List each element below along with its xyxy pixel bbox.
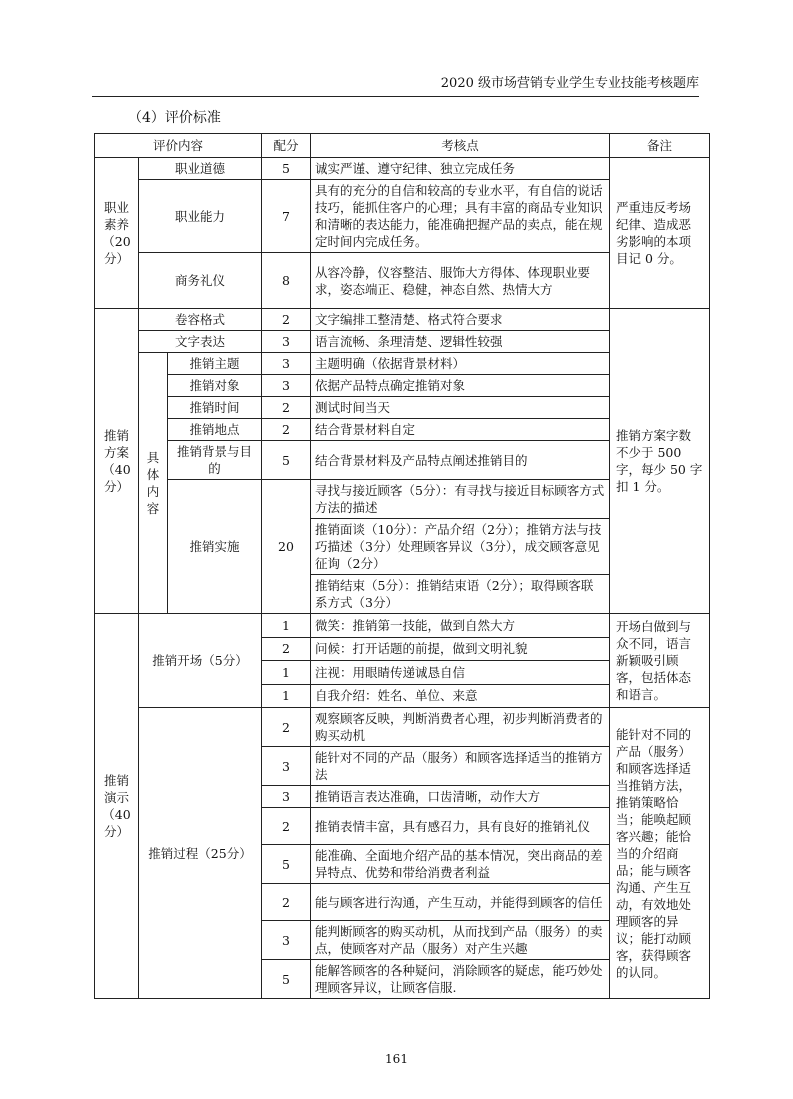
item-desc: 微笑：推销第一技能，做到自然大方	[311, 614, 610, 638]
item-score: 2	[262, 808, 311, 845]
item-score: 5	[262, 441, 311, 480]
item-desc: 观察顾客反映，判断消费者心理，初步判断消费者的购买动机	[311, 708, 610, 747]
item-desc: 从容冷静，仪容整洁、服饰大方得体、体现职业要求，姿态端正、稳健，神态自然、热情大方	[311, 253, 610, 309]
item-name: 推销对象	[168, 375, 262, 397]
item-score: 1	[262, 661, 311, 685]
item-name: 商务礼仪	[139, 253, 262, 309]
item-score: 3	[262, 786, 311, 808]
item-desc: 注视：用眼睛传递诚恳自信	[311, 661, 610, 685]
header-score: 配分	[262, 134, 311, 158]
item-score: 3	[262, 921, 311, 960]
item-score: 5	[262, 845, 311, 884]
item-desc: 自我介绍：姓名、单位、来意	[311, 684, 610, 708]
item-score: 2	[262, 419, 311, 441]
item-desc: 结合背景材料自定	[311, 419, 610, 441]
item-desc: 结合背景材料及产品特点阐述推销目的	[311, 441, 610, 480]
header-title: 2020 级市场营销专业学生专业技能考核题库	[440, 76, 699, 91]
item-desc: 能判断顾客的购买动机，从而找到产品（服务）的卖点，使顾客对产品（服务）对产生兴趣	[311, 921, 610, 960]
item-desc: 能准确、全面地介绍产品的基本情况，突出商品的差异特点、优势和带给消费者利益	[311, 845, 610, 884]
item-desc: 依据产品特点确定推销对象	[311, 375, 610, 397]
evaluation-table	[94, 133, 710, 999]
sub-label: 具体内容	[139, 353, 168, 614]
header-content: 评价内容	[95, 134, 262, 158]
item-desc: 问候：打开话题的前提，做到文明礼貌	[311, 637, 610, 661]
item-desc: 能针对不同的产品（服务）和顾客选择适当的推销方法	[311, 747, 610, 786]
item-name: 推销实施	[168, 480, 262, 614]
item-score: 2	[262, 309, 311, 331]
item-desc: 具有的充分的自信和较高的专业水平，有自信的说话技巧，能抓住客户的心理；具有丰富的商品专业知识和清晰的表达能力，能准确把握产品的卖点，能在规定时间内完成任务。	[311, 180, 610, 253]
table-header-row	[95, 134, 710, 158]
impl-desc: 推销面谈（10分）：产品介绍（2分）；推销方法与技巧描述（3分）处理顾客异议（3分），成交顾客意见征询（2分）	[311, 519, 609, 575]
section-label: 推销方案（40分）	[95, 309, 139, 614]
table-row	[95, 614, 710, 638]
running-header	[92, 74, 699, 97]
item-name: 推销背景与目的	[168, 441, 262, 480]
item-desc: 测试时间当天	[311, 397, 610, 419]
item-score: 1	[262, 614, 311, 638]
page-number: 161	[385, 1052, 408, 1066]
item-score: 2	[262, 884, 311, 921]
section-title: （4）评价标准	[128, 110, 221, 126]
item-score: 1	[262, 684, 311, 708]
item-name: 推销过程（25分）	[139, 708, 262, 999]
item-name: 推销时间	[168, 397, 262, 419]
remark-cell: 严重违反考场纪律、造成恶劣影响的本项目记 0 分。	[610, 158, 710, 309]
item-name: 推销主题	[168, 353, 262, 375]
item-desc: 诚实严谨、遵守纪律、独立完成任务	[311, 158, 610, 180]
table-row	[95, 708, 710, 747]
item-desc: 推销语言表达准确，口齿清晰，动作大方	[311, 786, 610, 808]
remark-cell: 推销方案字数不少于 500 字，每少 50 字扣 1 分。	[610, 309, 710, 614]
remark-cell: 能针对不同的产品（服务）和顾客选择适当推销方法，推销策略恰当；能唤起顾客兴趣；能恰当的介绍商品；能与顾客沟通、产生互动，有效地处理顾客的异议；能打动顾客，获得顾客的认同。	[610, 708, 710, 999]
item-desc: 推销表情丰富，具有感召力，具有良好的推销礼仪	[311, 808, 610, 845]
section-label: 职业素养（20分）	[95, 158, 139, 309]
item-desc: 主题明确（依据背景材料）	[311, 353, 610, 375]
item-score: 2	[262, 397, 311, 419]
table-row	[95, 309, 710, 331]
item-score: 3	[262, 375, 311, 397]
item-score: 8	[262, 253, 311, 309]
item-name: 推销开场（5分）	[139, 614, 262, 708]
impl-desc-cell	[311, 480, 610, 614]
item-name: 推销地点	[168, 419, 262, 441]
item-score: 2	[262, 637, 311, 661]
header-remark: 备注	[610, 134, 710, 158]
item-name: 卷容格式	[139, 309, 262, 331]
item-name: 文字表达	[139, 331, 262, 353]
item-score: 5	[262, 960, 311, 999]
item-score: 3	[262, 353, 311, 375]
item-desc: 语言流畅、条理清楚、逻辑性较强	[311, 331, 610, 353]
item-name: 职业道德	[139, 158, 262, 180]
item-score: 7	[262, 180, 311, 253]
item-desc: 能与顾客进行沟通，产生互动，并能得到顾客的信任	[311, 884, 610, 921]
item-score: 2	[262, 708, 311, 747]
impl-desc: 推销结束（5分）：推销结束语（2分）；取得顾客联系方式（3分）	[315, 578, 594, 610]
header-points: 考核点	[311, 134, 610, 158]
item-score: 3	[262, 747, 311, 786]
item-score: 3	[262, 331, 311, 353]
table-row	[95, 158, 710, 180]
item-score: 5	[262, 158, 311, 180]
item-name: 职业能力	[139, 180, 262, 253]
item-desc: 文字编排工整清楚、格式符合要求	[311, 309, 610, 331]
remark-cell: 开场白做到与众不同，语言新颖吸引顾客，包括体态和语言。	[610, 614, 710, 708]
section-label: 推销演示（40分）	[95, 614, 139, 999]
impl-desc: 寻找与接近顾客（5分）：有寻找与接近目标顾客方式方法的描述	[311, 480, 609, 519]
item-desc: 能解答顾客的各种疑问，消除顾客的疑虑，能巧妙处理顾客异议，让顾客信服.	[311, 960, 610, 999]
item-score: 20	[262, 480, 311, 614]
